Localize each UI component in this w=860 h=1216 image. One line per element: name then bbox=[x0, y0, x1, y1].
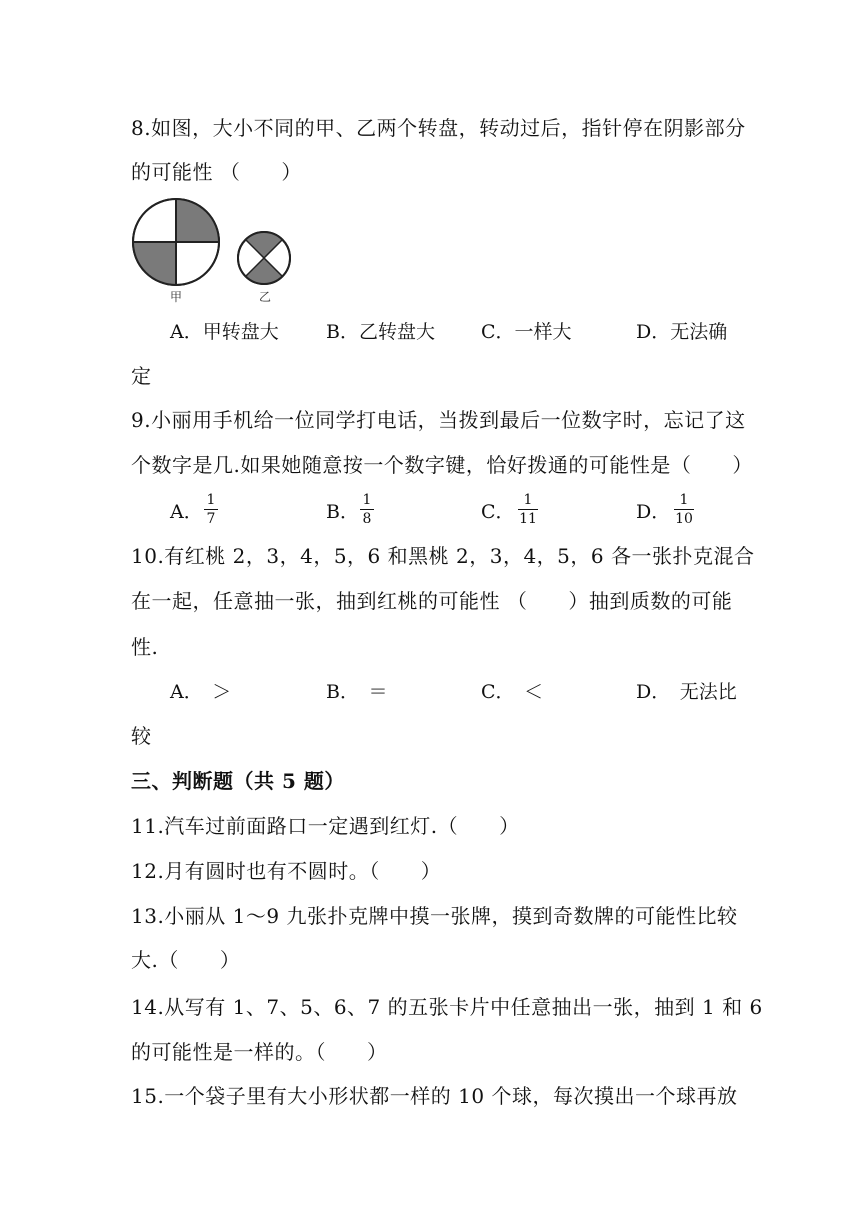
q8-option-d: D．无法确 bbox=[636, 321, 728, 343]
q8-option-d-continued: 定 bbox=[131, 364, 152, 388]
q9-option-d-fraction bbox=[674, 492, 694, 527]
q10-option-c: C． ＜ bbox=[481, 681, 544, 703]
q9-option-a-numerator: 1 bbox=[206, 492, 216, 508]
q12-line-1: 12.月有圆时也有不圆时。（ ） bbox=[131, 859, 442, 883]
q10-option-a: A． ＞ bbox=[170, 681, 232, 703]
q9-option-b-numerator: 1 bbox=[362, 492, 372, 508]
q8-option-b: B．乙转盘大 bbox=[326, 321, 435, 343]
q9-line-2: 个数字是几.如果她随意按一个数字键，恰好拨通的可能性是（ ） bbox=[131, 453, 753, 477]
q8-option-a: A．甲转盘大 bbox=[170, 321, 279, 343]
q14-line-1: 14.从写有 1、7、5、6、7 的五张卡片中任意抽出一张，抽到 1 和 6 bbox=[131, 995, 763, 1019]
spinner-jia-label: 甲 bbox=[170, 290, 183, 304]
q8-line-1: 8.如图，大小不同的甲、乙两个转盘，转动过后，指针停在阴影部分 bbox=[131, 116, 746, 140]
section-3-heading: 三、判断题（共 5 题） bbox=[131, 769, 345, 793]
q10-option-d-continued: 较 bbox=[131, 724, 152, 748]
q9-option-a-denominator: 7 bbox=[206, 511, 216, 527]
spinner-jia-figure bbox=[131, 196, 227, 288]
q9-option-b-label: B． bbox=[326, 501, 359, 523]
q10-line-1: 10.有红桃 2，3，4，5，6 和黑桃 2，3，4，5，6 各一张扑克混合 bbox=[131, 544, 755, 568]
q10-line-2: 在一起，任意抽一张，抽到红桃的可能性 （ ）抽到质数的可能 bbox=[131, 589, 733, 613]
spinner-yi-figure bbox=[236, 230, 294, 286]
q9-option-c-denominator: 11 bbox=[519, 511, 537, 527]
q9-option-c-numerator: 1 bbox=[523, 492, 533, 508]
q8-line-2: 的可能性 （ ） bbox=[131, 160, 302, 184]
q9-option-d-numerator: 1 bbox=[679, 492, 689, 508]
q9-option-d-label: D． bbox=[636, 501, 671, 523]
spinner-yi-label: 乙 bbox=[259, 290, 272, 304]
q14-line-2: 的可能性是一样的。（ ） bbox=[131, 1040, 388, 1064]
q10-line-3: 性. bbox=[131, 635, 159, 659]
q11-line-1: 11.汽车过前面路口一定遇到红灯.（ ） bbox=[131, 814, 520, 838]
q10-option-b: B． ＝ bbox=[326, 681, 388, 703]
q8-option-c: C．一样大 bbox=[481, 321, 572, 343]
q9-option-a-fraction bbox=[204, 492, 218, 527]
q9-option-d-denominator: 10 bbox=[675, 511, 693, 527]
q9-option-c-fraction bbox=[518, 492, 538, 527]
q13-line-2: 大.（ ） bbox=[131, 948, 241, 972]
q10-option-d: D． 无法比 bbox=[636, 681, 737, 703]
q9-line-1: 9.小丽用手机给一位同学打电话，当拨到最后一位数字时，忘记了这 bbox=[131, 408, 746, 432]
q9-option-b-fraction bbox=[360, 492, 374, 527]
q13-line-1: 13.小丽从 1～9 九张扑克牌中摸一张牌，摸到奇数牌的可能性比较 bbox=[131, 904, 738, 928]
q9-option-b-denominator: 8 bbox=[362, 511, 372, 527]
q9-option-a-label: A． bbox=[170, 501, 203, 523]
q9-option-c-label: C． bbox=[481, 501, 515, 523]
q15-line-1: 15.一个袋子里有大小形状都一样的 10 个球，每次摸出一个球再放 bbox=[131, 1084, 738, 1108]
